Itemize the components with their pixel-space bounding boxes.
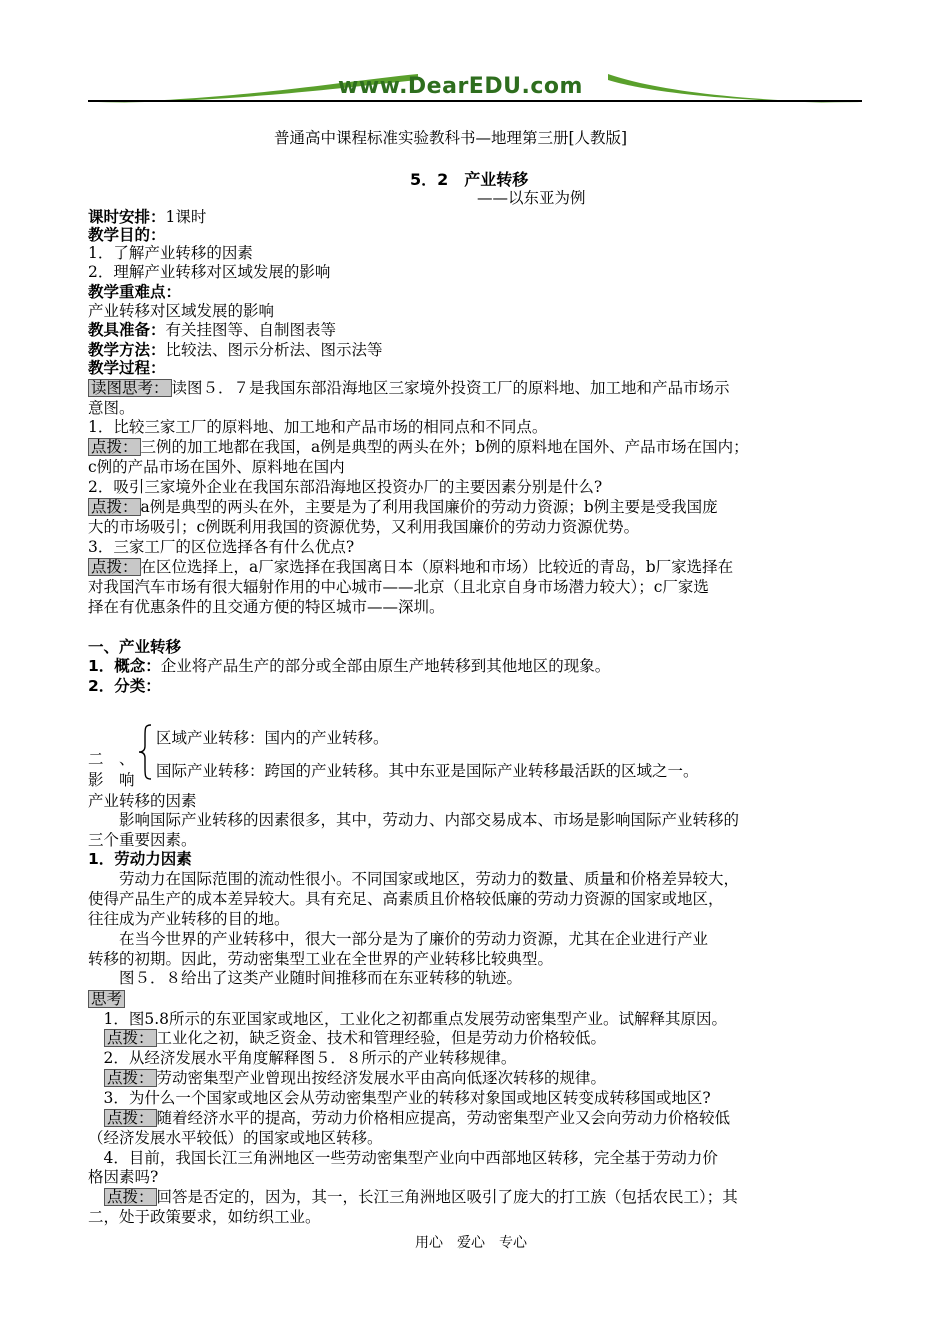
intro-text: 读图５．７是我国东部沿海地区三家境外投资工厂的原料地、加工地和产品市场示: [171, 379, 730, 397]
goal-item: 1．了解产业转移的因素: [88, 244, 253, 262]
schedule-row: [88, 208, 206, 227]
think-row: [88, 990, 125, 1009]
think-question-4-cont: 格因素吗?: [88, 1168, 159, 1186]
hint-text-cont: 二，处于政策要求，如纺织工业。: [88, 1208, 321, 1226]
header-divider: [88, 100, 862, 102]
read-think-tag: 读图思考：: [88, 379, 172, 397]
hint-text-cont: c例的产品市场在国外、原料地在国内: [88, 458, 345, 476]
hint-tag: 点拨：: [88, 438, 141, 456]
section-2-number: 二 、: [88, 750, 135, 768]
paragraph-cont: 三个重要因素。: [88, 831, 197, 849]
hint-2: [88, 498, 718, 517]
intro-text-cont: 意图。: [88, 399, 135, 417]
hint-text-cont: 择在有优惠条件的且交通方便的特区城市——深圳。: [88, 598, 445, 616]
tools-row: [88, 321, 336, 340]
goals-label: 教学目的：: [88, 226, 166, 244]
paragraph: 图５．８给出了这类产业随时间推移而在东亚转移的轨迹。: [88, 969, 523, 987]
classification-label: 2．分类：: [88, 677, 161, 695]
think-answer-3: [104, 1109, 730, 1128]
hint-text: a例是典型的两头在外，主要是为了利用我国廉价的劳动力资源；b例主要是受我国庞: [140, 498, 718, 516]
paragraph: 影响国际产业转移的因素很多，其中，劳动力、内部交易成本、市场是影响国际产业转移的: [88, 811, 740, 829]
think-answer-2: [104, 1069, 606, 1088]
think-tag: 思考: [88, 990, 125, 1008]
goal-item: 2．理解产业转移对区域发展的影响: [88, 263, 331, 281]
method-row: [88, 341, 383, 360]
hint-tag: 点拨：: [104, 1029, 157, 1047]
site-logo-text[interactable]: www.DearEDU.com: [338, 74, 583, 99]
process-label: 教学过程：: [88, 359, 166, 377]
question-2: 2．吸引三家境外企业在我国东部沿海地区投资办厂的主要因素分别是什么?: [88, 478, 603, 496]
section-2-heading: 影 响: [88, 771, 135, 789]
hint-text: 回答是否定的，因为，其一，长江三角洲地区吸引了庞大的打工族（包括农民工）；其: [156, 1188, 738, 1206]
think-question-4: 4．目前，我国长江三角洲地区一些劳动密集型产业向中西部地区转移，完全基于劳动力价: [88, 1149, 718, 1167]
series-title: 普通高中课程标准实验教科书—地理第三册[人教版]: [274, 129, 628, 147]
think-question-3: 3．为什么一个国家或地区会从劳动密集型产业的转移对象国或地区转变成转移国或地区?: [88, 1089, 711, 1107]
hint-tag: 点拨：: [104, 1109, 157, 1127]
brace-icon: [137, 724, 153, 780]
concept-label: 1．概念：: [88, 657, 161, 675]
hint-text: 在区位选择上，a厂家选择在我国离日本（原料地和市场）比较近的青岛，b厂家选择在: [140, 558, 734, 576]
paragraph: 在当今世界的产业转移中，很大一部分是为了廉价的劳动力资源，尤其在企业进行产业: [88, 930, 709, 948]
tools-value: 有关挂图等、自制图表等: [165, 321, 337, 339]
hint-tag: 点拨：: [88, 558, 141, 576]
hint-tag: 点拨：: [88, 498, 141, 516]
hint-text: 随着经济水平的提高，劳动力价格相应提高，劳动密集型产业又会向劳动力价格较低: [156, 1109, 731, 1127]
method-label: 教学方法：: [88, 341, 166, 359]
hint-text: 工业化之初，缺乏资金、技术和管理经验，但是劳动力价格较低。: [156, 1029, 607, 1047]
think-question-2: 2．从经济发展水平角度解释图５．８所示的产业转移规律。: [88, 1049, 517, 1067]
paragraph-cont: 往往成为产业转移的目的地。: [88, 910, 290, 928]
international-transfer: 国际产业转移：跨国的产业转移。其中东亚是国际产业转移最活跃的区域之一。: [156, 762, 699, 780]
hint-text-cont: 对我国汽车市场有很大辐射作用的中心城市——北京（且北京自身市场潜力较大）；c厂家选: [88, 578, 709, 596]
hint-3: [88, 558, 733, 577]
hint-text: 三例的加工地都在我国，a例是典型的两头在外；b例的原料地在国外、产品市场在国内；: [140, 438, 749, 456]
schedule-label: 课时安排：: [88, 208, 166, 226]
hint-text-cont: （经济发展水平较低）的国家或地区转移。: [88, 1129, 383, 1147]
paragraph-cont: 使得产品生产的成本差异较大。具有充足、高素质且价格较低廉的劳动力资源的国家或地区，: [88, 890, 724, 908]
schedule-value: 1课时: [165, 208, 207, 226]
hint-tag: 点拨：: [104, 1069, 157, 1087]
key-label: 教学重难点：: [88, 283, 182, 301]
regional-transfer: 区域产业转移：国内的产业转移。: [156, 729, 389, 747]
paragraph-cont: 转移的初期。因此，劳动密集型工业在全世界的产业转移比较典型。: [88, 950, 554, 968]
question-1: 1．比较三家工厂的原料地、加工地和产品市场的相同点和不同点。: [88, 418, 548, 436]
page-footer: 用心 爱心 专心: [415, 1235, 527, 1251]
hint-text: 劳动密集型产业曾现出按经济发展水平由高向低逐次转移的规律。: [156, 1069, 607, 1087]
concept-row: [88, 657, 610, 676]
think-answer-4: [104, 1188, 738, 1207]
method-value: 比较法、图示分析法、图示法等: [165, 341, 383, 359]
concept-value: 企业将产品生产的部分或全部由原生产地转移到其他地区的现象。: [160, 657, 611, 675]
lesson-title: 5．2 产业转移: [410, 170, 529, 189]
tools-label: 教具准备：: [88, 321, 166, 339]
section-title: 一、产业转移: [88, 638, 182, 656]
hint-tag: 点拨：: [104, 1188, 157, 1206]
paragraph: 劳动力在国际范围的流动性很小。不同国家或地区，劳动力的数量、质量和价格差异较大，: [88, 870, 740, 888]
question-3: 3．三家工厂的区位选择各有什么优点?: [88, 538, 355, 556]
labor-title: 1．劳动力因素: [88, 850, 192, 868]
intro-line: [88, 379, 730, 398]
section-2-heading-cont: 产业转移的因素: [88, 792, 197, 810]
hint-1: [88, 438, 749, 457]
think-answer-1: [104, 1029, 606, 1048]
key-value: 产业转移对区域发展的影响: [88, 302, 275, 320]
hint-text-cont: 大的市场吸引；c例既利用我国的资源优势，又利用我国廉价的劳动力资源优势。: [88, 518, 640, 536]
lesson-subtitle: ——以东亚为例: [477, 189, 586, 207]
think-question-1: 1．图5.8所示的东亚国家或地区，工业化之初都重点发展劳动密集型产业。试解释其原因。: [88, 1010, 728, 1028]
